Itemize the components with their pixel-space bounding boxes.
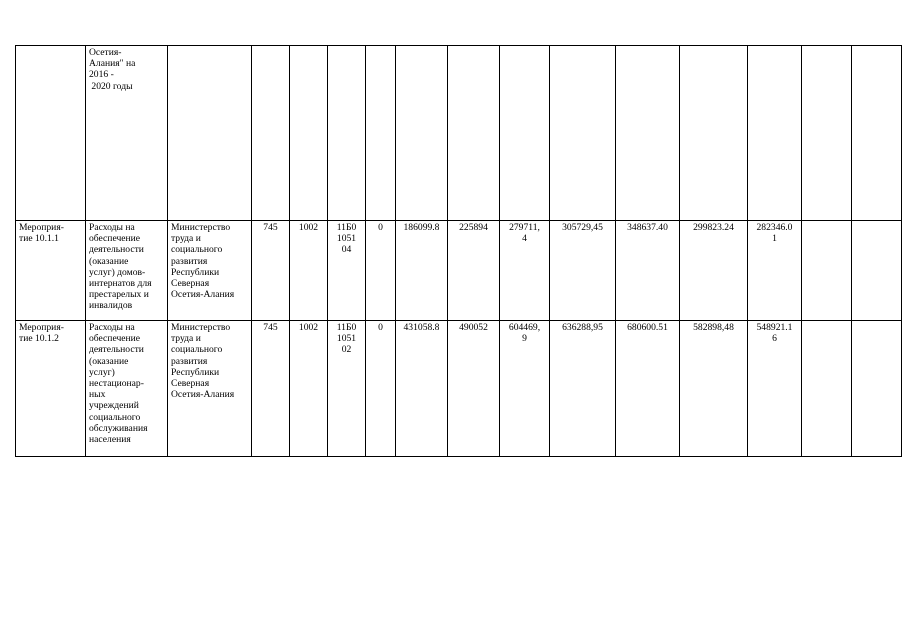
cell-measure-id xyxy=(16,321,86,457)
cell-text-line: Министерство xyxy=(171,222,231,233)
cell-text-line: Республики xyxy=(171,266,220,278)
table-row xyxy=(16,46,902,221)
cell-extra-1 xyxy=(802,321,852,457)
cell-text-line: социального xyxy=(171,244,223,256)
cell-text-line: 604469, xyxy=(508,322,541,333)
cell-text-line: 1 xyxy=(772,233,777,245)
cell-text: 1002 xyxy=(298,322,319,333)
cell-text-line: Министерство xyxy=(171,322,231,333)
cell-text: 745 xyxy=(263,222,278,233)
cell-text-line: развития xyxy=(171,355,208,367)
cell-text-line: населения xyxy=(89,434,131,446)
cell-text-line: Мероприя- xyxy=(19,322,64,333)
cell-program-name xyxy=(86,46,168,221)
cell-text-line: тие 10.1.2 xyxy=(19,333,59,345)
cell-text-line: услуг) xyxy=(89,366,115,378)
cell-text-line: Осетия-Алания xyxy=(171,289,235,301)
cell-text-line: социального xyxy=(171,344,223,356)
cell-text: 636288,95 xyxy=(562,322,603,333)
cell-text-line: интернатов для xyxy=(89,278,152,290)
cell-section-code xyxy=(290,46,328,221)
cell-text-line: 2020 годы xyxy=(89,80,133,92)
cell-text: 0 xyxy=(378,322,383,333)
cell-year-6 xyxy=(680,221,748,321)
cell-executor xyxy=(168,321,252,457)
cell-grbs-code xyxy=(252,221,290,321)
cell-text: 745 xyxy=(263,322,278,333)
cell-text-line: Расходы на xyxy=(89,322,135,333)
cell-text-line: услуг) домов- xyxy=(89,266,146,278)
cell-extra-2 xyxy=(852,221,902,321)
cell-executor xyxy=(168,46,252,221)
cell-text: 305729,45 xyxy=(562,222,603,233)
cell-text-line: 282346.0 xyxy=(756,222,793,233)
cell-text-line: Северная xyxy=(171,278,210,290)
table-body xyxy=(16,46,902,457)
cell-text: 1002 xyxy=(298,222,319,233)
table-row xyxy=(16,221,902,321)
table-row xyxy=(16,321,902,457)
cell-text-line: Северная xyxy=(171,378,210,390)
cell-extra-2 xyxy=(852,46,902,221)
cell-expense-type xyxy=(366,221,396,321)
cell-year-4 xyxy=(550,221,616,321)
cell-text-line: престарелых и xyxy=(89,289,149,301)
cell-text-line: 2016 - xyxy=(89,69,114,81)
cell-year-7 xyxy=(748,221,802,321)
cell-year-4 xyxy=(550,46,616,221)
budget-table xyxy=(15,45,902,457)
cell-text-line: 548921.1 xyxy=(756,322,793,333)
cell-measure-id xyxy=(16,221,86,321)
cell-text-line: деятельности xyxy=(89,344,144,356)
cell-text: 299823.24 xyxy=(693,222,734,233)
cell-year-3 xyxy=(500,321,550,457)
cell-section-code xyxy=(290,321,328,457)
cell-text-line: 02 xyxy=(341,344,352,356)
cell-year-3 xyxy=(500,221,550,321)
cell-text-line: 4 xyxy=(522,233,527,245)
cell-program-name xyxy=(86,221,168,321)
cell-text-line: Осетия-Алания xyxy=(171,389,235,401)
cell-year-5 xyxy=(616,46,680,221)
cell-text-line: Республики xyxy=(171,366,220,378)
cell-text-line: Расходы на xyxy=(89,222,135,233)
cell-year-2 xyxy=(448,221,500,321)
cell-year-7 xyxy=(748,321,802,457)
cell-text-line: Осетия- xyxy=(89,47,122,58)
cell-year-6 xyxy=(680,321,748,457)
cell-year-5 xyxy=(616,321,680,457)
cell-text-line: обслуживания xyxy=(89,422,148,434)
cell-text-line: 1051 xyxy=(336,333,357,345)
cell-text-line: труда и xyxy=(171,233,201,245)
cell-grbs-code xyxy=(252,321,290,457)
cell-section-code xyxy=(290,221,328,321)
cell-text-line: 9 xyxy=(522,333,527,345)
cell-text-line: 1051 xyxy=(336,233,357,245)
cell-text: 680600.51 xyxy=(627,322,668,333)
cell-executor xyxy=(168,221,252,321)
cell-text-line: (оказание xyxy=(89,255,129,267)
cell-year-1 xyxy=(396,221,448,321)
cell-text-line: 11Б0 xyxy=(336,222,357,233)
cell-extra-1 xyxy=(802,221,852,321)
cell-year-7 xyxy=(748,46,802,221)
cell-target-article xyxy=(328,46,366,221)
cell-year-5 xyxy=(616,221,680,321)
cell-year-1 xyxy=(396,46,448,221)
cell-text-line: 11Б0 xyxy=(336,322,357,333)
cell-text-line: 04 xyxy=(341,244,352,256)
cell-text-line: (оказание xyxy=(89,355,129,367)
cell-target-article xyxy=(328,321,366,457)
cell-text: 225894 xyxy=(459,222,488,233)
cell-extra-2 xyxy=(852,321,902,457)
cell-text-line: учреждений xyxy=(89,400,139,412)
cell-expense-type xyxy=(366,321,396,457)
cell-year-2 xyxy=(448,321,500,457)
cell-expense-type xyxy=(366,46,396,221)
cell-text: 0 xyxy=(378,222,383,233)
cell-text-line: нестационар- xyxy=(89,378,144,390)
cell-measure-id xyxy=(16,46,86,221)
cell-year-2 xyxy=(448,46,500,221)
cell-text: 582898,48 xyxy=(693,322,734,333)
cell-text-line: деятельности xyxy=(89,244,144,256)
cell-text-line: труда и xyxy=(171,333,201,345)
cell-text-line: Мероприя- xyxy=(19,222,64,233)
cell-text: 186099.8 xyxy=(403,222,440,233)
cell-text-line: обеспечение xyxy=(89,233,141,245)
cell-year-3 xyxy=(500,46,550,221)
cell-year-1 xyxy=(396,321,448,457)
cell-text-line: Алания" на xyxy=(89,58,136,70)
cell-text: 348637.40 xyxy=(627,222,668,233)
cell-text: 431058.8 xyxy=(403,322,440,333)
cell-extra-1 xyxy=(802,46,852,221)
cell-text-line: социального xyxy=(89,411,141,423)
cell-text-line: развития xyxy=(171,255,208,267)
cell-text-line: 279711, xyxy=(509,222,540,233)
cell-text-line: инвалидов xyxy=(89,300,133,312)
cell-target-article xyxy=(328,221,366,321)
cell-text-line: тие 10.1.1 xyxy=(19,233,59,245)
cell-year-6 xyxy=(680,46,748,221)
cell-program-name xyxy=(86,321,168,457)
cell-text-line: ных xyxy=(89,389,106,401)
cell-text: 490052 xyxy=(459,322,488,333)
cell-grbs-code xyxy=(252,46,290,221)
cell-text-line: обеспечение xyxy=(89,333,141,345)
cell-text-line: 6 xyxy=(772,333,777,345)
cell-year-4 xyxy=(550,321,616,457)
